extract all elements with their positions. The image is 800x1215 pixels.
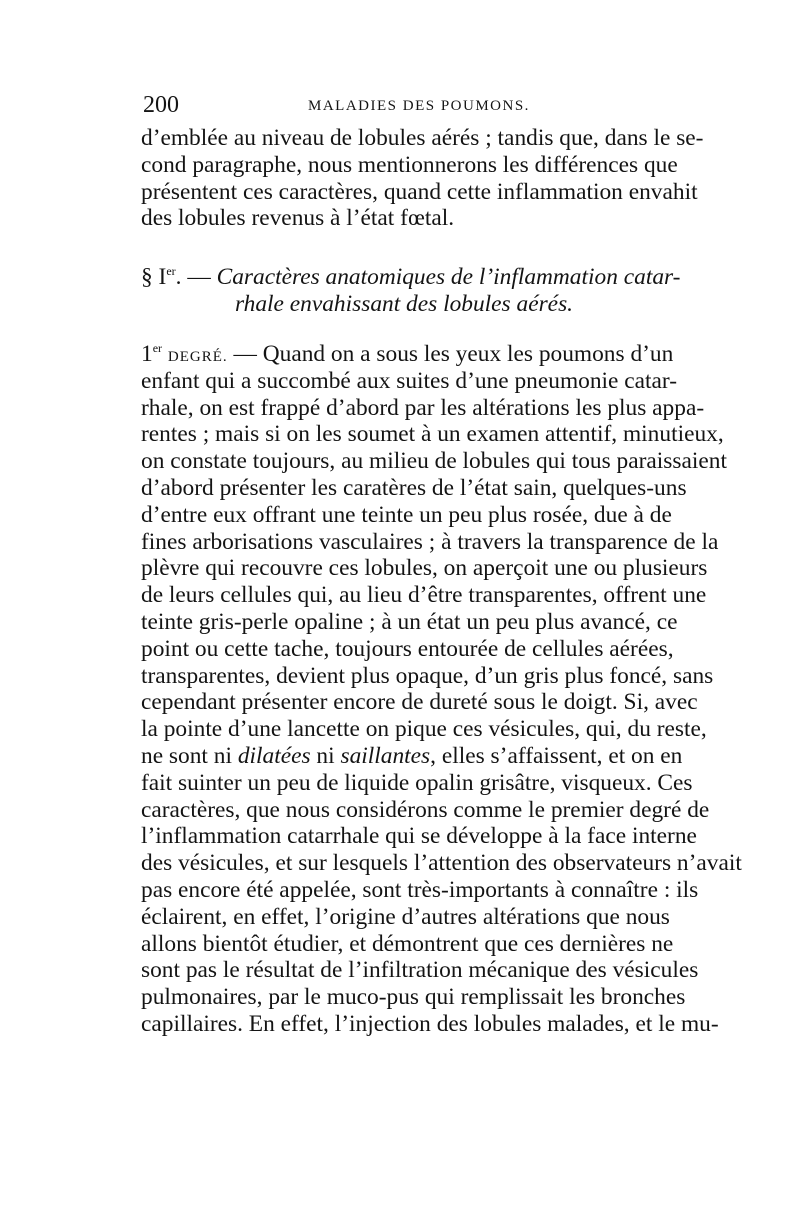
text-line: présentent ces caractères, quand cette inflammation envahit <box>141 178 698 205</box>
page-number: 200 <box>143 92 179 118</box>
text-line <box>141 742 683 770</box>
section-symbol: § I <box>141 264 167 290</box>
intro-paragraph <box>141 125 704 232</box>
section-heading-line <box>141 264 681 291</box>
italic-word-dilatees: dilatées <box>237 742 311 769</box>
text-line: la pointe d’une lancette on pique ces vésicules, qui, du reste, <box>141 716 707 743</box>
running-title: MALADIES DES POUMONS. <box>308 98 530 114</box>
section-symbol-sup: er <box>166 264 176 278</box>
text-line: pulmonaires, par le muco-pus qui remplissait les bronches <box>141 984 686 1011</box>
running-head <box>143 92 665 118</box>
section-heading <box>141 264 681 318</box>
text-line: éclairent, en effet, l’origine d’autres altérations que nous <box>141 903 670 930</box>
text-line: allons bientôt étudier, et démontrent que ces dernières ne <box>141 930 674 957</box>
text-line: cependant présenter encore de dureté sous le doigt. Si, avec <box>141 689 698 716</box>
text-line: cond paragraphe, nous mentionnerons les différences que <box>141 151 678 178</box>
text-line: des lobules revenus à l’état fœtal. <box>141 205 455 232</box>
text-line: rentes ; mais si on les soumet à un examen attentif, minutieux, <box>141 421 724 448</box>
text-line: d’entre eux offrant une teinte un peu plus rosée, due à de <box>141 501 672 528</box>
text-line <box>141 341 674 368</box>
text-line: de leurs cellules qui, au lieu d’être transparentes, offrent une <box>141 582 707 609</box>
text-line: enfant qui a succombé aux suites d’une pneumonie catar- <box>141 367 678 394</box>
degree-number: 1 <box>141 341 153 367</box>
text-line: fait suinter un peu de liquide opalin grisâtre, visqueux. Ces <box>141 769 693 796</box>
text-line: plèvre qui recouvre ces lobules, on aperçoit une ou plusieurs <box>141 555 708 582</box>
section-title-part-2: rhale envahissant des lobules aérés. <box>234 291 574 317</box>
text-line: on constate toujours, au milieu de lobules qui tous paraissaient <box>141 448 727 475</box>
text-line: l’inflammation catarrhale qui se développe à la face interne <box>141 823 697 850</box>
italic-line-after: , elles s’affaissent, et on en <box>430 742 683 769</box>
text-line: d’emblée au niveau de lobules aérés ; tandis que, dans le se- <box>141 125 704 151</box>
text-line: transparentes, devient plus opaque, d’un gris plus foncé, sans <box>141 662 714 689</box>
degree-word: DEGRÉ. <box>167 349 228 365</box>
text-line: rhale, on est frappé d’abord par les altérations les plus appa- <box>141 394 705 421</box>
text-line: caractères, que nous considérons comme le premier degré de <box>141 796 710 823</box>
italic-line-before: ne sont ni <box>141 742 238 769</box>
degree-number-sup: er <box>152 341 163 355</box>
text-line: d’abord présenter les caratères de l’état sain, quelques-uns <box>141 474 687 501</box>
text-line: pas encore été appelée, sont très-importants à connaître : ils <box>141 876 699 903</box>
text-line: capillaires. En effet, l’injection des lobules malades, et le mu- <box>141 1010 719 1037</box>
italic-line-middle: ni <box>310 742 341 769</box>
section-dash: . — <box>175 264 217 290</box>
main-paragraph <box>141 341 742 1038</box>
text-line: sont pas le résultat de l’infiltration mécanique des vésicules <box>141 957 699 984</box>
text-line: point ou cette tache, toujours entourée de cellules aérées, <box>141 635 674 662</box>
section-heading-line <box>141 291 667 318</box>
italic-word-saillantes: saillantes <box>340 742 431 769</box>
section-title-part-1: Caractères anatomiques de l’inflammation catar- <box>216 264 681 290</box>
text-line: des vésicules, et sur lesquels l’attention des observateurs n’avait <box>141 850 742 877</box>
text-line: fines arborisations vasculaires ; à travers la transparence de la <box>141 528 719 555</box>
text-line: teinte gris-perle opaline ; à un état un peu plus avancé, ce <box>141 608 678 635</box>
degree-line-rest: — Quand on a sous les yeux les poumons d’un <box>227 341 674 367</box>
